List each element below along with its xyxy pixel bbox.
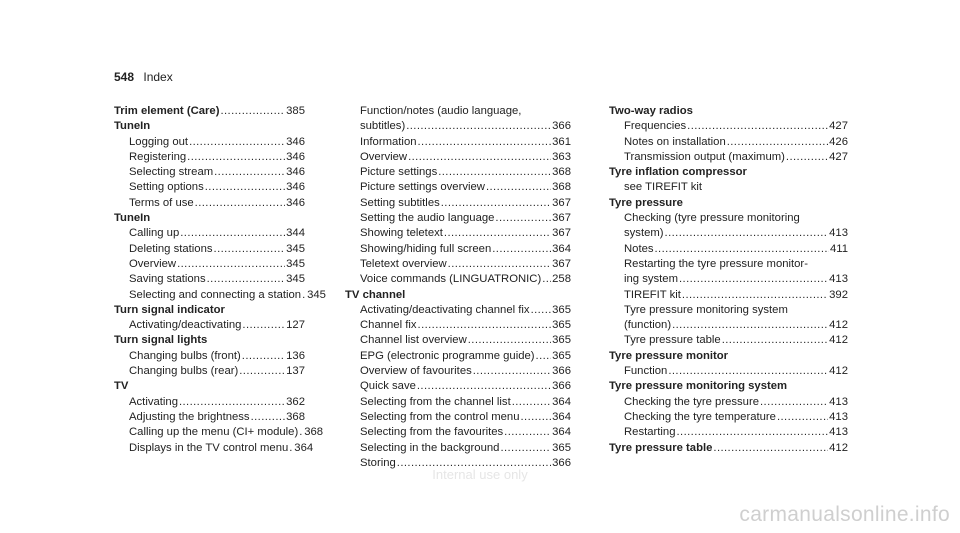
dot-leader	[251, 410, 286, 425]
dot-leader	[486, 180, 551, 195]
page-reference: 346	[286, 135, 305, 148]
page-reference: 413	[829, 410, 848, 423]
index-subentry[interactable]	[345, 119, 571, 134]
index-heading: TV	[114, 380, 129, 393]
index-heading: Tyre inflation compressor	[609, 166, 747, 179]
entry-label: Activating/deactivating channel fix	[360, 303, 530, 316]
entry-label: Checking the tyre temperature	[624, 410, 776, 423]
index-heading: TuneIn	[114, 212, 151, 225]
page-reference: 345	[286, 257, 305, 270]
index-subentry[interactable]	[345, 135, 571, 150]
site-watermark: carmanualsonline.info	[739, 503, 950, 526]
page-reference: 364	[552, 242, 571, 255]
dot-leader	[195, 196, 285, 211]
dot-leader	[444, 226, 551, 241]
dot-leader	[242, 318, 285, 333]
dot-leader	[448, 257, 551, 272]
index-subentry[interactable]	[345, 165, 571, 180]
page-reference: 364	[552, 410, 571, 423]
dot-leader	[408, 150, 551, 165]
dot-leader	[687, 119, 828, 134]
page-title: Index	[143, 70, 173, 84]
entry-label: Frequencies	[624, 120, 687, 133]
index-subentry[interactable]	[345, 349, 571, 364]
page-reference: 346	[286, 150, 305, 163]
page-reference: 365	[552, 334, 571, 347]
entry-label: Calling up	[129, 227, 180, 240]
index-subentry-text: Tyre pressure monitoring system	[624, 303, 788, 316]
entry-label: Channel list overview	[360, 334, 467, 347]
entry-label: Activating/deactivating	[129, 319, 242, 332]
entry-label: Quick save	[360, 380, 416, 393]
page-number: 548	[114, 70, 135, 84]
index-subentry[interactable]	[345, 410, 571, 425]
index-subentry[interactable]	[114, 180, 305, 195]
page-reference: 367	[552, 212, 571, 225]
entry-label: EPG (electronic programme guide)	[360, 349, 535, 362]
dot-leader	[679, 272, 828, 287]
page-reference: 365	[552, 441, 571, 454]
index-subentry[interactable]	[114, 288, 326, 303]
entry-label: Calling up the menu (CI+ module)	[129, 426, 299, 439]
dot-leader	[179, 395, 285, 410]
dot-leader	[531, 303, 552, 318]
index-subentry[interactable]	[609, 150, 848, 165]
index-subentry[interactable]	[345, 364, 571, 379]
page-reference: 136	[286, 349, 305, 362]
page-reference: 364	[294, 441, 314, 454]
dot-leader	[441, 196, 551, 211]
dot-leader	[786, 150, 828, 165]
index-subentry[interactable]	[114, 226, 305, 241]
page-reference: 361	[552, 135, 571, 148]
index-subentry[interactable]	[609, 364, 848, 379]
index-subentry[interactable]	[114, 441, 314, 456]
entry-label: Selecting from the channel list	[360, 395, 511, 408]
index-subentry[interactable]	[345, 257, 571, 272]
entry-label: Tyre pressure table	[624, 334, 721, 347]
index-subentry[interactable]	[345, 303, 571, 318]
page-reference: 368	[286, 410, 305, 423]
page-reference: 364	[552, 395, 571, 408]
page-reference: 411	[829, 242, 848, 255]
entry-label: Selecting from the control menu	[360, 410, 520, 423]
dot-leader	[682, 288, 828, 303]
page-reference: 413	[829, 395, 848, 408]
entry-label: Restarting	[624, 426, 676, 439]
dot-leader	[417, 379, 551, 394]
index-subentry[interactable]	[345, 150, 571, 165]
index-entry[interactable]	[114, 104, 305, 119]
entry-label: ing system	[624, 273, 678, 286]
dot-leader	[672, 318, 828, 333]
entry-label: Information	[360, 135, 417, 148]
page-reference: 363	[552, 150, 571, 163]
index-subentry[interactable]	[114, 349, 305, 364]
index-subentry[interactable]	[114, 196, 305, 211]
page-reference: 413	[829, 426, 848, 439]
entry-label: Function	[624, 365, 668, 378]
dot-leader	[239, 364, 285, 379]
index-column-1	[114, 104, 326, 456]
index-heading: Tyre pressure	[609, 196, 683, 209]
index-subentry[interactable]	[609, 119, 848, 134]
dot-leader	[180, 226, 285, 241]
entry-label: TIREFIT kit	[624, 288, 681, 301]
page-reference: 427	[829, 150, 848, 163]
page-reference: 366	[552, 456, 571, 469]
entry-label: Selecting stream	[129, 166, 214, 179]
dot-leader	[521, 410, 552, 425]
dot-leader	[473, 364, 551, 379]
dot-leader	[536, 349, 552, 364]
entry-label: Selecting and connecting a station	[129, 288, 302, 301]
index-subentry[interactable]	[345, 226, 571, 241]
page-reference: 368	[552, 181, 571, 194]
entry-label: Showing teletext	[360, 227, 443, 240]
entry-label: Overview	[360, 150, 408, 163]
index-heading: Turn signal indicator	[114, 303, 225, 316]
page-reference: 367	[552, 257, 571, 270]
index-subentry[interactable]	[345, 395, 571, 410]
page-reference: 368	[552, 166, 571, 179]
index-subentry-text: Checking (tyre pressure monitoring	[624, 212, 800, 225]
index-subentry[interactable]	[345, 441, 571, 456]
index-subentry[interactable]	[345, 242, 571, 257]
page-reference: 345	[307, 288, 326, 301]
entry-label: Changing bulbs (rear)	[129, 365, 239, 378]
entry-label: subtitles)	[360, 120, 406, 133]
dot-leader	[542, 272, 551, 287]
entry-label: Picture settings	[360, 166, 438, 179]
index-subentry[interactable]	[345, 196, 571, 211]
index-subentry[interactable]	[609, 425, 848, 440]
page-reference: 413	[829, 227, 848, 240]
index-heading: TuneIn	[114, 120, 151, 133]
index-subentry[interactable]	[114, 318, 305, 333]
entry-label: Selecting from the favourites	[360, 426, 504, 439]
page-reference: 365	[552, 319, 571, 332]
index-column-2	[345, 104, 571, 471]
entry-label: Transmission output (maximum)	[624, 150, 785, 163]
entry-label: Showing/hiding full screen	[360, 242, 492, 255]
index-heading: Two-way radios	[609, 105, 693, 117]
entry-label: (function)	[624, 319, 672, 332]
dot-leader	[207, 272, 286, 287]
dot-leader	[214, 165, 285, 180]
entry-label: Deleting stations	[129, 242, 213, 255]
entry-label: Setting the audio language	[360, 212, 495, 225]
page-reference: 412	[829, 365, 848, 378]
entry-label: Overview of favourites	[360, 365, 472, 378]
page-reference: 364	[552, 426, 571, 439]
index-subentry-text: Function/notes (audio language,	[360, 105, 522, 117]
index-subentry[interactable]	[345, 272, 571, 287]
dot-leader	[242, 349, 285, 364]
index-subentry[interactable]	[609, 395, 848, 410]
page-reference: 346	[286, 196, 305, 209]
page-reference: 127	[286, 319, 305, 332]
entry-label: Storing	[360, 456, 396, 469]
page-reference: 412	[829, 441, 848, 454]
index-subentry[interactable]	[609, 333, 848, 348]
page-reference: 344	[286, 227, 305, 240]
entry-label: system)	[624, 227, 664, 240]
index-subentry[interactable]	[609, 272, 848, 287]
page-reference: 412	[829, 319, 848, 332]
dot-leader	[468, 333, 551, 348]
dot-leader	[727, 135, 828, 150]
entry-label: Saving stations	[129, 273, 206, 286]
index-subentry[interactable]	[114, 410, 305, 425]
index-subentry[interactable]	[609, 288, 848, 303]
dot-leader	[406, 119, 551, 134]
entry-label: Checking the tyre pressure	[624, 395, 759, 408]
dot-leader	[713, 441, 828, 456]
entry-label: Teletext overview	[360, 257, 447, 270]
page-reference: 367	[552, 196, 571, 209]
page-reference: 258	[552, 273, 571, 286]
index-subentry[interactable]	[114, 272, 305, 287]
entry-label: Displays in the TV control menu	[129, 441, 289, 454]
dot-leader	[438, 165, 551, 180]
index-subentry[interactable]	[345, 379, 571, 394]
index-subentry[interactable]	[114, 257, 305, 272]
entry-label: Activating	[129, 395, 178, 408]
index-column-3	[609, 104, 848, 456]
entry-label: Channel fix	[360, 319, 417, 332]
page-reference: 366	[552, 380, 571, 393]
page-reference: 385	[286, 105, 305, 117]
page-reference: 137	[286, 365, 305, 378]
page-reference: 346	[286, 181, 305, 194]
dot-leader	[492, 242, 551, 257]
index-subentry[interactable]	[345, 333, 571, 348]
page-reference: 426	[829, 135, 848, 148]
dot-leader	[289, 441, 293, 456]
entry-label: Selecting in the background	[360, 441, 500, 454]
index-heading: TV channel	[345, 288, 406, 301]
entry-label: Tyre pressure table	[609, 441, 713, 454]
index-subentry[interactable]	[609, 226, 848, 241]
index-subentry[interactable]	[114, 135, 305, 150]
dot-leader	[205, 180, 285, 195]
dot-leader	[668, 364, 828, 379]
index-subentry[interactable]	[345, 318, 571, 333]
page-reference: 366	[552, 120, 571, 133]
page-reference: 413	[829, 273, 848, 286]
index-subentry[interactable]	[609, 242, 848, 257]
dot-leader	[500, 441, 551, 456]
index-heading: Tyre pressure monitoring system	[609, 380, 788, 393]
dot-leader	[677, 425, 829, 440]
dot-leader	[504, 425, 551, 440]
page-reference: 362	[286, 395, 305, 408]
entry-label: Setting subtitles	[360, 196, 440, 209]
dot-leader	[302, 288, 306, 303]
dot-leader	[777, 410, 828, 425]
entry-label: Trim element (Care)	[114, 105, 220, 117]
entry-label: Logging out	[129, 135, 189, 148]
index-entry[interactable]	[609, 441, 848, 456]
index-subentry[interactable]	[609, 318, 848, 333]
dot-leader	[418, 318, 552, 333]
index-heading: Tyre pressure monitor	[609, 349, 729, 362]
page-reference: 365	[552, 303, 571, 316]
index-subentry[interactable]	[114, 150, 305, 165]
entry-label: Overview	[129, 257, 177, 270]
index-subentry[interactable]	[609, 135, 848, 150]
index-subentry[interactable]	[345, 180, 571, 195]
page-reference: 365	[552, 349, 571, 362]
index-subentry[interactable]	[114, 364, 305, 379]
dot-leader	[512, 395, 551, 410]
page-header	[114, 70, 173, 84]
dot-leader	[418, 135, 552, 150]
index-subentry[interactable]	[609, 410, 848, 425]
entry-label: Setting options	[129, 181, 204, 194]
page-reference: 412	[829, 334, 848, 347]
dot-leader	[299, 425, 303, 440]
entry-label: Notes on installation	[624, 135, 726, 148]
entry-label: Picture settings overview	[360, 181, 485, 194]
page-reference: 427	[829, 120, 848, 133]
dot-leader	[187, 150, 285, 165]
index-subentry-text: see TIREFIT kit	[624, 181, 703, 194]
index-subentry[interactable]	[114, 242, 305, 257]
entry-label: Adjusting the brightness	[129, 410, 250, 423]
dot-leader	[189, 135, 285, 150]
dot-leader	[214, 242, 286, 257]
page-reference: 346	[286, 166, 305, 179]
index-subentry[interactable]	[114, 395, 305, 410]
index-subentry[interactable]	[345, 425, 571, 440]
dot-leader	[760, 395, 828, 410]
dot-leader	[655, 242, 829, 257]
entry-label: Changing bulbs (front)	[129, 349, 241, 362]
page-reference: 392	[829, 288, 848, 301]
entry-label: Voice commands (LINGUATRONIC)	[360, 273, 542, 286]
page-reference: 367	[552, 227, 571, 240]
entry-label: Notes	[624, 242, 654, 255]
index-heading: Turn signal lights	[114, 334, 208, 347]
index-subentry[interactable]	[114, 165, 305, 180]
index-subentry[interactable]	[114, 425, 324, 440]
index-subentry-text: Restarting the tyre pressure monitor-	[624, 257, 808, 270]
page-reference: 368	[304, 426, 324, 439]
index-subentry[interactable]	[345, 211, 571, 226]
entry-label: Registering	[129, 150, 187, 163]
entry-label: Terms of use	[129, 196, 194, 209]
page-reference: 345	[286, 242, 305, 255]
watermark: Internal use only	[432, 467, 528, 482]
page-reference: 345	[286, 273, 305, 286]
dot-leader	[722, 333, 828, 348]
dot-leader	[177, 257, 285, 272]
dot-leader	[220, 104, 285, 119]
dot-leader	[665, 226, 829, 241]
page-reference: 366	[552, 365, 571, 378]
dot-leader	[495, 211, 551, 226]
